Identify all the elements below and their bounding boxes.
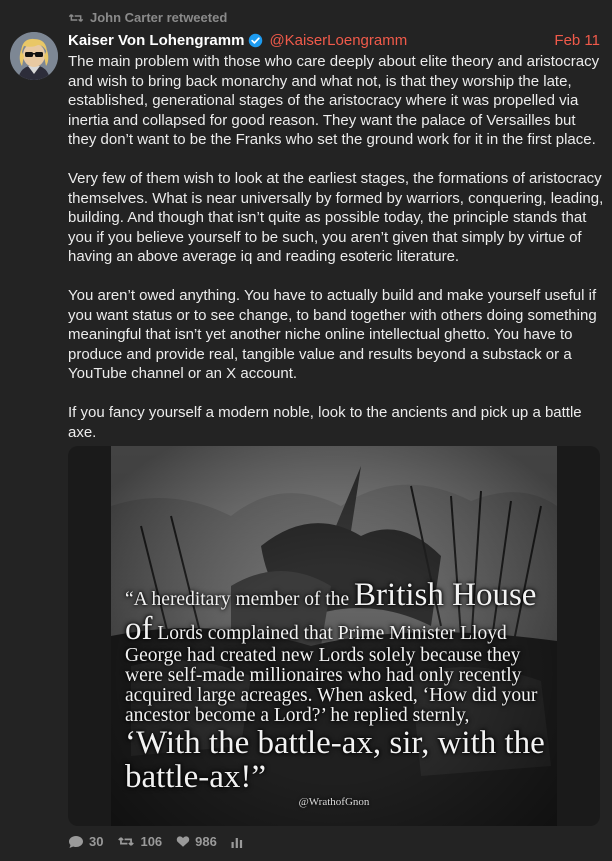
retweet-icon xyxy=(117,835,135,848)
retweet-text: John Carter retweeted xyxy=(90,10,228,25)
reply-button[interactable] xyxy=(68,834,103,849)
quote-text xyxy=(125,578,549,794)
avatar-icon xyxy=(10,32,58,80)
tweet-paragraph: If you fancy yourself a modern noble, look to the ancients and pick up a battle axe. xyxy=(68,404,582,441)
like-count: 986 xyxy=(195,834,217,849)
image-watermark: @WrathofGnon xyxy=(298,796,370,808)
quote-part-1: “A hereditary member of the xyxy=(125,589,355,610)
heart-icon xyxy=(176,835,190,848)
tweet-media[interactable] xyxy=(68,446,600,826)
user-handle[interactable]: @KaiserLoengramm xyxy=(269,31,408,49)
reply-count: 30 xyxy=(89,834,104,849)
tweet-header xyxy=(68,30,600,50)
retweet-button[interactable] xyxy=(117,834,162,849)
tweet-paragraph: Very few of them wish to look at the earliest stages, the formations of aristocracy themselves. What is near universally by formed by warriors, conquering, leading, building. And though that isn’t quite as possible today, the principle stands that you if you believe yourself to be such, you aren’t given that simply by virtue of having an above average iq and reading esoteric literature. xyxy=(68,170,604,265)
avatar[interactable] xyxy=(10,32,58,80)
reply-icon xyxy=(68,835,84,849)
tweet-date[interactable]: Feb 11 xyxy=(554,31,600,49)
battle-scene-image xyxy=(111,446,557,826)
retweet-icon xyxy=(68,12,84,24)
quote-part-2: Lords complained that Prime Minister Lloyd George had created new Lords solely because they were self-made millionaires who had only recently acquired large acreages. When asked, ‘How did your ancestor become a Lord?’ he replied sternly, xyxy=(125,623,538,726)
analytics-button[interactable] xyxy=(231,836,243,848)
tweet-paragraph: You aren’t owed anything. You have to actually build and make yourself useful if you want status or to see change, to band together with others doing something meaningful that isn’t yet another niche online intellectual ghetto. You have to produce and provide real, tangible value and results beyond a substack or a YouTube channel or an X account. xyxy=(68,287,597,382)
quote-emphasis-2: ‘With the battle-ax, sir, with the battle-ax!” xyxy=(125,725,545,795)
retweet-count: 106 xyxy=(140,834,163,849)
retweet-indicator xyxy=(68,10,227,25)
tweet-paragraph: The main problem with those who care deeply about elite theory and aristocracy and wish to bring back monarchy and what not, is that they worship the late, established, generational stages of the aristocracy where it was propelled via inertia and collapsed for good reason. They want the palace of Versailles but they don’t want to be the Franks who set the ground work for it in the first place. xyxy=(68,53,600,148)
analytics-icon xyxy=(231,836,243,848)
display-name[interactable]: Kaiser Von Lohengramm xyxy=(68,31,245,49)
quote-emphasis-1: British House of xyxy=(125,577,537,647)
tweet-actions xyxy=(68,834,243,849)
tweet-body xyxy=(68,52,604,462)
like-button[interactable] xyxy=(176,834,217,849)
verified-badge-icon xyxy=(248,33,263,48)
